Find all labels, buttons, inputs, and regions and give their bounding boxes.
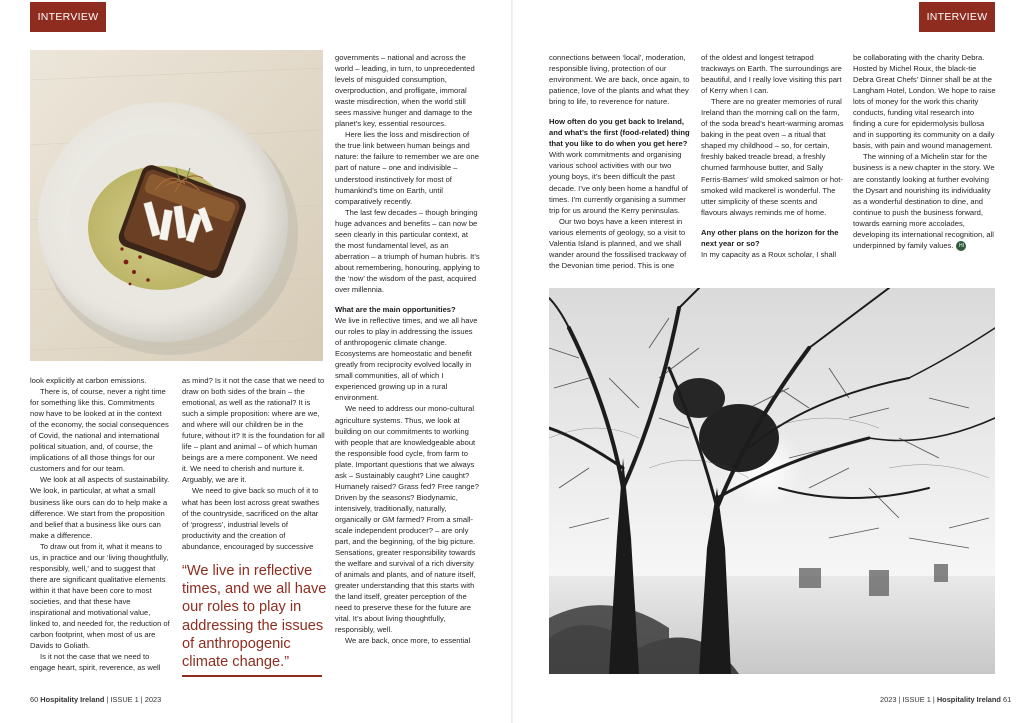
spread-gutter [511, 0, 513, 723]
issue-info: | ISSUE 1 | 2023 [104, 695, 162, 704]
text-column-2 [182, 375, 325, 552]
paragraph: We need to give back so much of it to what has been lost across great swathes of the countryside, sacrificed on the altar of ‘progress’, industrial levels of productivity and the creation of abundance, encouraged by successive [182, 486, 320, 551]
section-tab-left: INTERVIEW [30, 2, 106, 32]
paragraph: We look at all aspects of sustainability. We look, in particular, at what a small business like ours can do to help make a difference. We start from the proposition and belief that a business like ours can make a difference. [30, 475, 170, 540]
folio-right [880, 695, 1011, 704]
paragraph: of the oldest and longest tetrapod trackways on Earth. The surroundings are beautiful, and I really love visiting this part of Kerry when I can. [701, 53, 842, 96]
magazine-name: Hospitality Ireland [40, 695, 105, 704]
paragraph: as mind? Is it not the case that we need to draw on both sides of the brain – the emotional, as well as the rational? It is such a simple proposition: where are we, and where will our children be in the future, without it? It is the foundation for all life – plant and animal – of which human beings are a mere component. We need it. We need to cherish and nurture it. Arguably, we are it. [182, 376, 325, 485]
paragraph: governments – national and across the world – leading, in turn, to unprecedented levels of misguided consumption, overproduction, and profligate, immoral waste misdirection, when the world still sees massive hunger and damage to the planet’s key, essential resources. [335, 53, 475, 129]
text-column-5 [701, 52, 844, 260]
paragraph: The last few decades – though bringing huge advances and benefits – can now be seen clearly in this particular context, at the most fundamental level, as an aberration – a triumph of human hubris. It’s about remembering, honouring, applying to the ‘now’ the wisdom of the past, acquired over millennia. [335, 207, 480, 294]
end-of-article-icon: HI [956, 241, 966, 251]
text-column-3 [335, 52, 480, 646]
paragraph: Is it not the case that we need to engage heart, spirit, reverence, as well [30, 652, 161, 673]
paragraph: We need to address our mono-cultural agriculture systems. Thus, we look at building on our commitments to working with people that are knowledgeable about the responsible food cycle, from farm to plate. Important questions that we always ask – Sustainably caught? Line caught? Humanely raised? Grass fed? Free range? Driven by the seasons? Biodynamic, intensively, traditionally, naturally, organically or GM farmed? From a small-scale independent producer? – are only part, and the beginning, of the big picture. Sensations, greater responsibility towards the welfare and survival of a rich diversity of animals and plants, and of nature itself, greater understanding that this starts with the land itself, greater perception of the need to preserve these for the future are vital. It’s about living thoughtfully, responsibly, well. [335, 404, 479, 635]
paragraph: We are back, once more, to essential [345, 636, 471, 646]
issue-info: 2023 | ISSUE 1 | [880, 695, 937, 704]
paragraph-text: The winning of a Michelin star for the business is a new chapter in the story. We are constantly looking at further evolving the Dysart and nourishing its individuality as a wonderful destination to dine, and continue to push the business forward, towards earning more accolades, developing its international recognition, all underpinned by family values. [853, 152, 995, 250]
page-number: 61 [1002, 695, 1012, 704]
paragraph: In my capacity as a Roux scholar, I shall [701, 249, 837, 259]
paragraph: Our two boys have a keen interest in various elements of geology, so a visit to Valentia Island is planned, and we shall wander around the fossilised trackway of the Devonian time period. This is one [549, 216, 687, 270]
pull-quote: “We live in reflective times, and we all have our roles to play in addressing the issues of anthropogenic climate change.” [182, 563, 327, 671]
text-column-4 [549, 52, 692, 271]
question-heading: How often do you get back to Ireland, and what’s the first (food-related) thing that you like to do when you get here? [549, 117, 690, 149]
section-tab-right: INTERVIEW [919, 2, 995, 32]
dish-photo [30, 50, 323, 361]
winter-tree-photo [549, 288, 995, 674]
page-number: 60 [30, 695, 39, 704]
paragraph: Here lies the loss and misdirection of the true link between human beings and nature: the failure to remember we are one part of nature – one and indivisible – understood instinctively for most of humankind’s time on Earth, until comparatively recently. [335, 130, 479, 206]
text-column-1 [30, 375, 170, 673]
text-column-6 [853, 52, 996, 251]
pull-quote-rule [182, 675, 322, 677]
paragraph: There are no greater memories of rural Ireland than the morning call on the farm, of the soda bread’s heart-warming aromas baking in the peat oven – a ritual that shaped my childhood – so, for certain, freshly baked treacle bread, a freshly churned farmhouse butter, and Sally Ferris-Barnes’ wild smoked salmon or hot-smoked wild mackerel is wonderful. The utter simplicity of these scents and flavours always reminds me of home. [701, 97, 844, 217]
magazine-name: Hospitality Ireland [936, 695, 1001, 704]
paragraph: connections between ‘local’, moderation, responsible living, protection of our environment. We are back, once again, to patience, love of the plants and what they bring to life, to reverence for nature. [549, 53, 690, 107]
paragraph: be collaborating with the charity Debra. Hosted by Michel Roux, the black-tie Debra Great Chefs’ Dinner shall be at the Langham Hotel, London. We hope to raise lots of money for the work this charity conducts, funding vital research into finding a cure for epidermolysis bullosa and in supporting its community on a daily basis, with pain and wound management. [853, 53, 996, 151]
question-heading: Any other plans on the horizon for the next year or so? [701, 227, 839, 248]
folio-left [30, 695, 161, 704]
paragraph: To draw out from it, what it means to us, in practice and our ‘living thoughtfully, responsibly, well,’ and to suggest that there are significant qualitative elements within it that have been core to most societies, and that these have inspirational and motivational value, linked to, and needed for, the reduction of carbon footprint, when most of us are Davids to Goliath. [30, 541, 170, 651]
paragraph [853, 151, 996, 250]
paragraph: There is, of course, never a right time for something like this. Commitments now have to be looked at in the context of the economy, the social consequences of Covid, the national and international political situation, and, of course, the implications of all those things for our customers and for our team. [30, 387, 169, 474]
question-heading: What are the main opportunities? [335, 305, 456, 315]
paragraph: We live in reflective times, and we all have our roles to play in addressing the issues of anthropogenic climate change. Ecosystems are homeostatic and benefit greatly from reciprocity evolved locally in small communities, all of which I experienced growing up in a rural environment. [335, 316, 478, 403]
paragraph: With work commitments and organising various school activities with our two young boys, it’s been difficult the past decade. I’ve only been home a handful of times. I’m currently organising a summer trip for us around the Kerry peninsulas. [549, 150, 688, 215]
paragraph: look explicitly at carbon emissions. [30, 376, 147, 385]
